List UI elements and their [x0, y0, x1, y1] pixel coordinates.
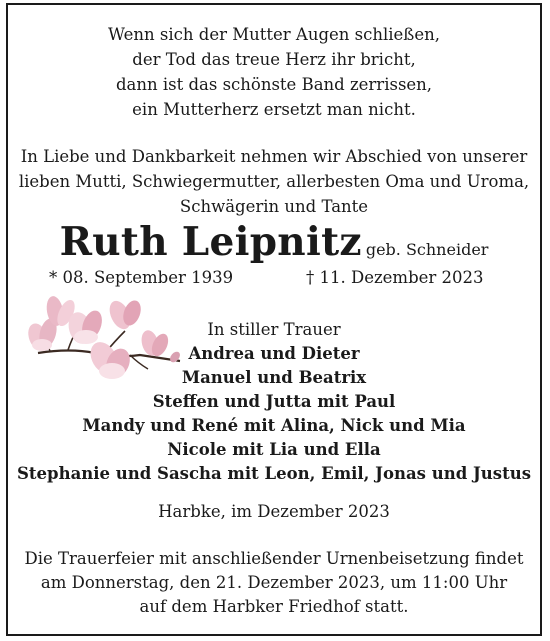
- mourner-name: Manuel und Beatrix: [181, 368, 367, 387]
- mourner-name: Andrea und Dieter: [188, 344, 360, 363]
- deceased-name: Ruth Leipnitz: [59, 219, 362, 265]
- poem: [8, 22, 540, 122]
- mourner-name: Steffen und Jutta mit Paul: [152, 392, 396, 411]
- poem-line: dann ist das schönste Band zerrissen,: [115, 75, 433, 94]
- obituary-frame: [6, 3, 542, 636]
- ceremony-line: Die Trauerfeier mit anschließender Urnenbeisetzung findet: [24, 549, 524, 568]
- intro-line: Schwägerin und Tante: [179, 197, 369, 216]
- birth-date: * 08. September 1939: [49, 268, 234, 287]
- mourner-name: Stephanie und Sascha mit Leon, Emil, Jonas und Justus: [17, 464, 531, 483]
- deceased-name-line: [8, 219, 540, 265]
- mourner-name: Mandy und René mit Alina, Nick und Mia: [82, 416, 466, 435]
- mourners-heading: In stiller Trauer: [207, 320, 341, 339]
- birth-name: geb. Schneider: [365, 240, 489, 259]
- ceremony-line: auf dem Harbker Friedhof statt.: [139, 597, 409, 616]
- death-date: † 11. Dezember 2023: [306, 268, 484, 287]
- ceremony-line: am Donnerstag, den 21. Dezember 2023, um 11:00 Uhr: [40, 573, 508, 592]
- poem-line: Wenn sich der Mutter Augen schließen,: [108, 25, 440, 44]
- mourners-list: [8, 318, 540, 486]
- poem-line: der Tod das treue Herz ihr bricht,: [132, 50, 416, 69]
- poem-line: ein Mutterherz ersetzt man nicht.: [132, 100, 416, 119]
- ceremony-info: [8, 547, 540, 619]
- intro-line: lieben Mutti, Schwiegermutter, allerbesten Oma und Uroma,: [18, 172, 530, 191]
- intro-text: [8, 144, 540, 219]
- mourner-name: Nicole mit Lia und Ella: [167, 440, 381, 459]
- intro-line: In Liebe und Dankbarkeit nehmen wir Abschied von unserer: [20, 147, 528, 166]
- place-date: Harbke, im Dezember 2023: [158, 502, 390, 521]
